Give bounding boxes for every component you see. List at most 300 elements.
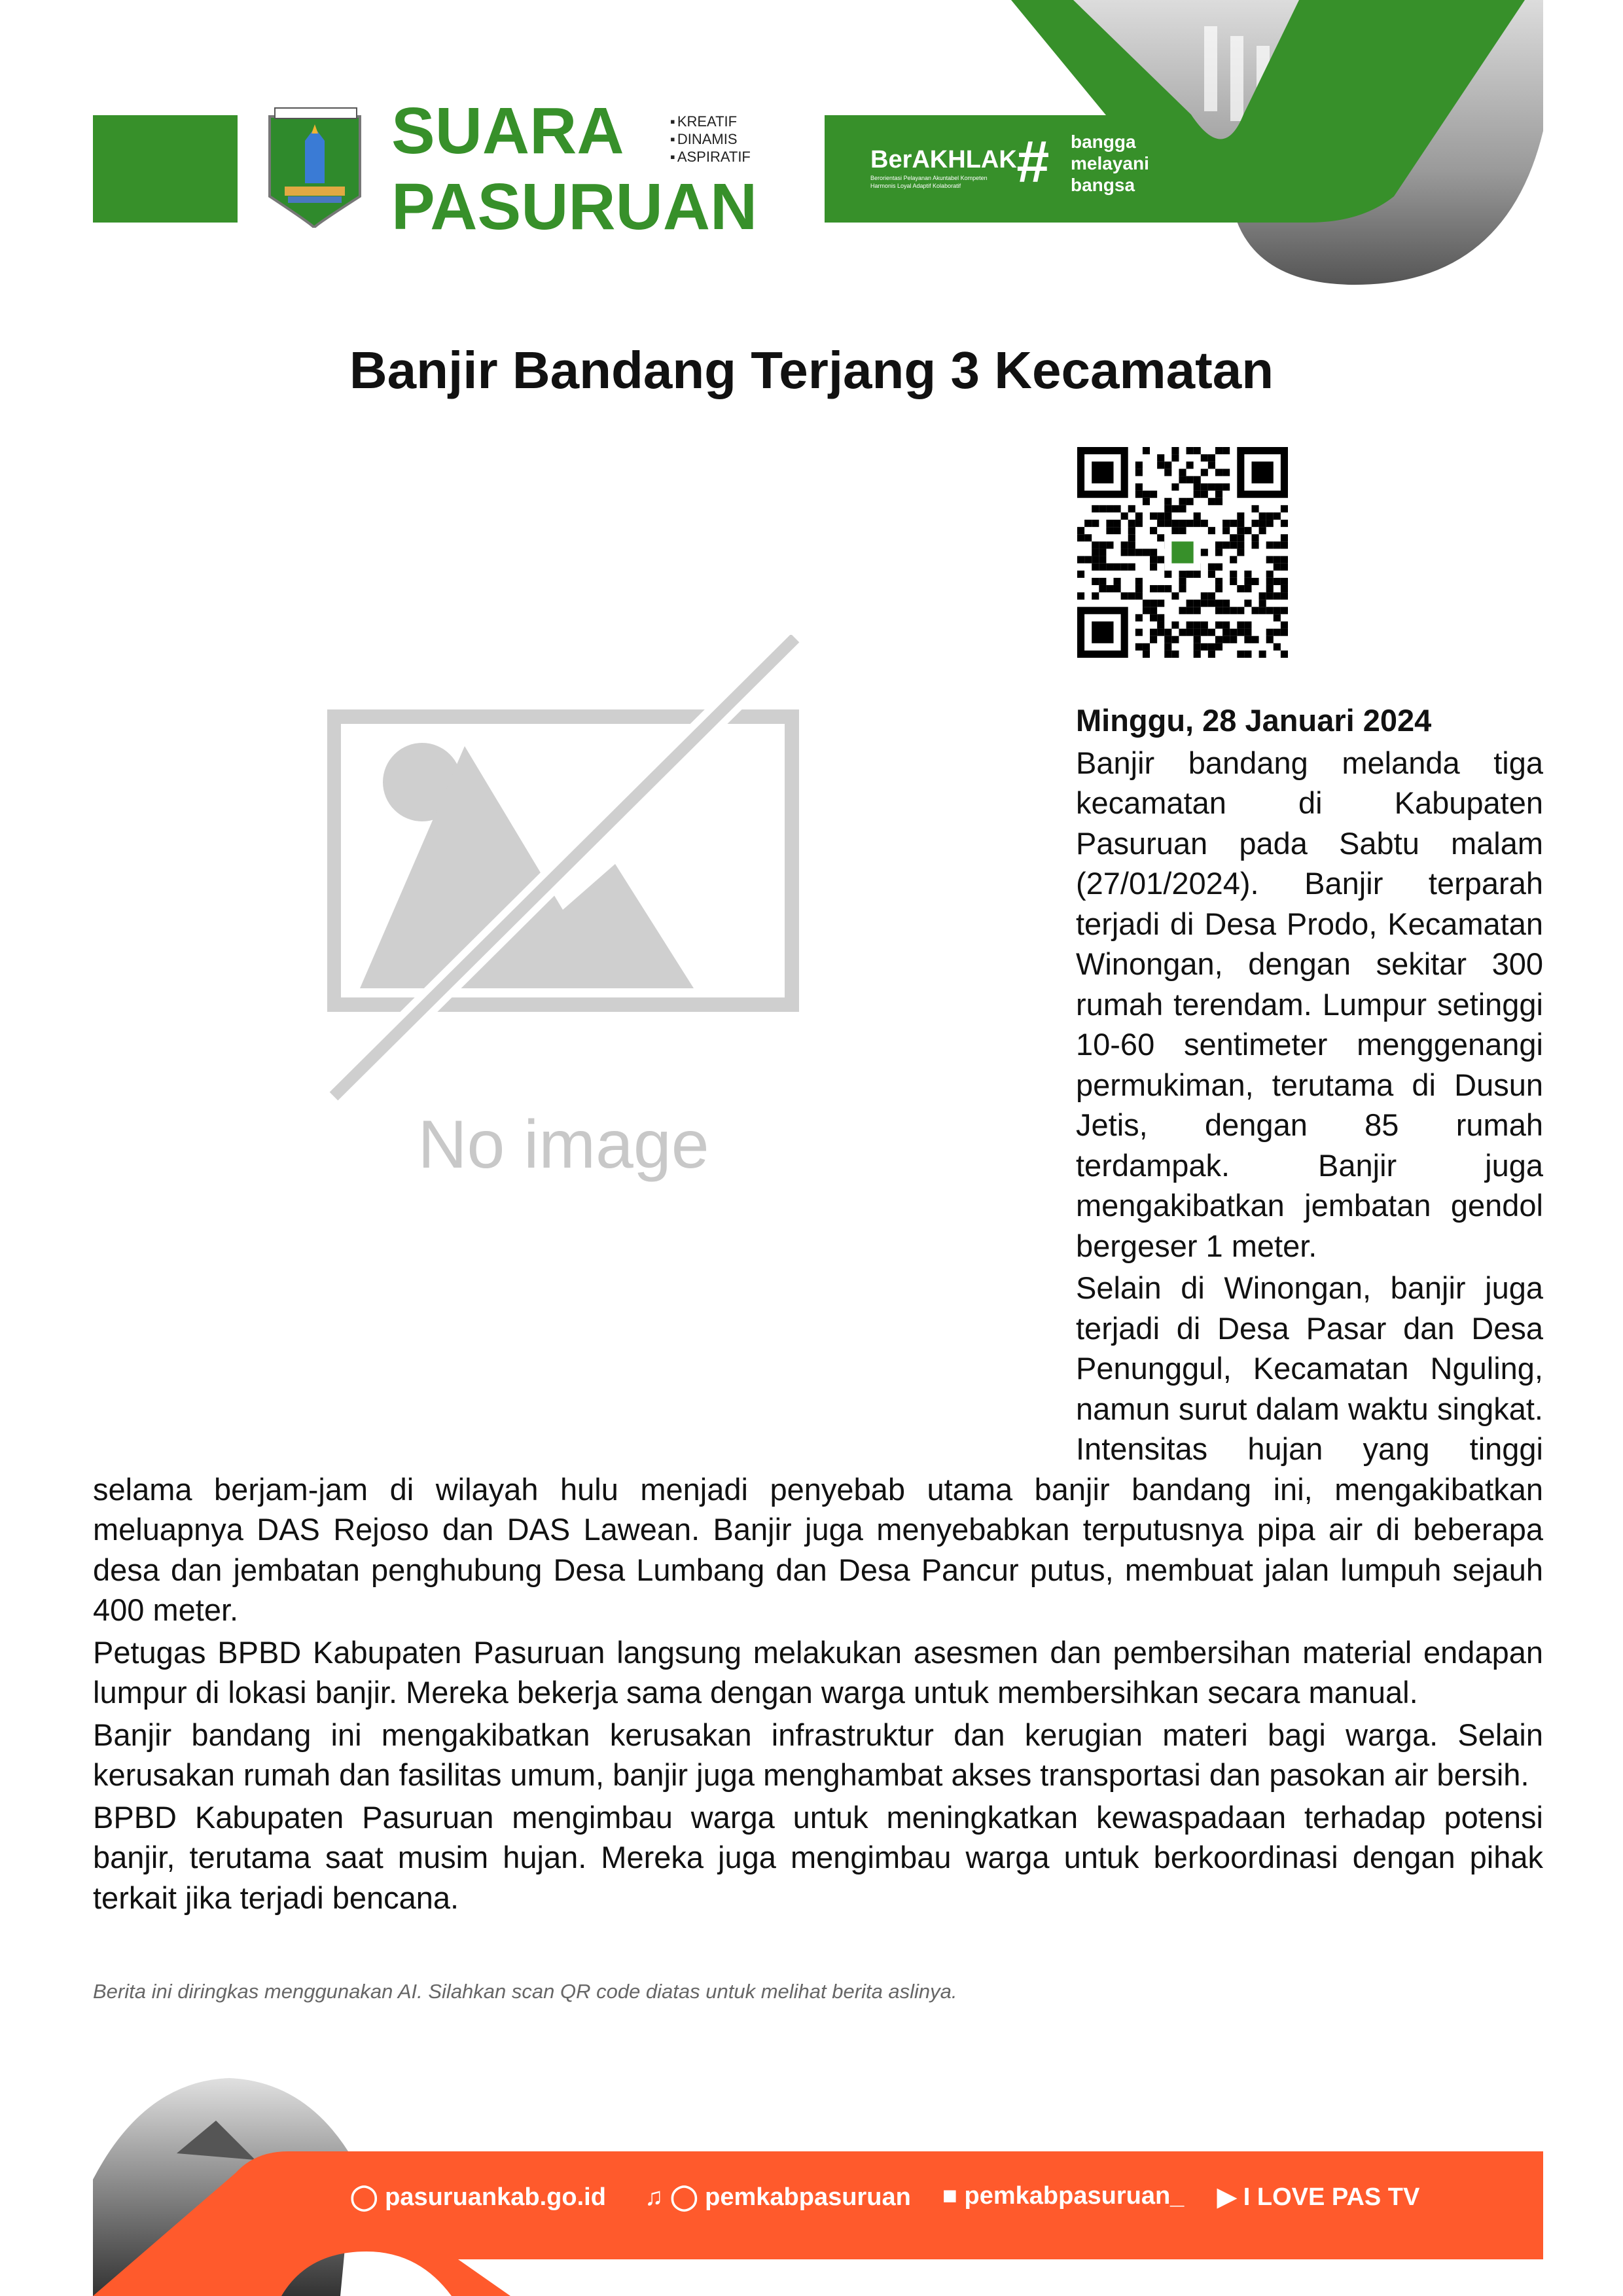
qr-module xyxy=(1186,447,1194,454)
qr-module xyxy=(1164,571,1171,578)
qr-module xyxy=(1222,600,1230,607)
qr-module xyxy=(1077,534,1084,541)
qr-module xyxy=(1222,621,1230,628)
qr-module xyxy=(1114,585,1121,592)
qr-module xyxy=(1215,564,1222,571)
qr-module xyxy=(1281,607,1288,614)
qr-module xyxy=(1077,571,1084,578)
qr-module xyxy=(1266,520,1274,527)
qr-module xyxy=(1201,484,1208,491)
qr-module xyxy=(1121,592,1128,600)
emblem-icon xyxy=(270,108,360,228)
qr-module xyxy=(1266,629,1274,636)
qr-module xyxy=(1114,520,1121,527)
qr-module xyxy=(1222,607,1230,614)
qr-module xyxy=(1281,505,1288,512)
qr-module xyxy=(1244,629,1251,636)
qr-module xyxy=(1164,520,1171,527)
website-link[interactable]: pasuruankab.go.id xyxy=(385,2183,606,2211)
qr-module xyxy=(1179,629,1186,636)
qr-module xyxy=(1244,527,1251,534)
qr-module xyxy=(1281,629,1288,636)
qr-module xyxy=(1244,600,1251,607)
qr-module xyxy=(1237,585,1244,592)
qr-module xyxy=(1143,498,1150,505)
qr-module xyxy=(1135,592,1143,600)
qr-module xyxy=(1208,564,1215,571)
qr-module xyxy=(1194,607,1201,614)
qr-module xyxy=(1230,556,1237,564)
berakhlak-text: BerAKHLAK xyxy=(870,146,1017,173)
qr-module xyxy=(1274,578,1281,585)
article-title: Banjir Bandang Terjang 3 Kecamatan xyxy=(349,341,1274,399)
qr-module xyxy=(1208,571,1215,578)
qr-module xyxy=(1201,469,1208,476)
qr-module xyxy=(1121,541,1128,548)
qr-finder xyxy=(1092,621,1113,643)
qr-module xyxy=(1106,505,1113,512)
qr-module xyxy=(1208,600,1215,607)
qr-module xyxy=(1194,600,1201,607)
qr-module xyxy=(1266,512,1274,520)
qr-module xyxy=(1092,592,1099,600)
qr-module xyxy=(1266,607,1274,614)
qr-module xyxy=(1164,629,1171,636)
qr-module xyxy=(1179,578,1186,585)
qr-module xyxy=(1266,578,1274,585)
qr-module xyxy=(1179,585,1186,592)
qr-module xyxy=(1259,651,1266,658)
qr-module xyxy=(1215,484,1222,491)
qr-module xyxy=(1143,447,1150,454)
qr-module xyxy=(1106,527,1113,534)
qr-module xyxy=(1179,505,1186,512)
qr-module xyxy=(1237,548,1244,556)
qr-module xyxy=(1114,578,1121,585)
qr-module xyxy=(1077,592,1084,600)
qr-module xyxy=(1150,614,1157,621)
qr-module xyxy=(1274,564,1281,571)
hashtag-icon: # xyxy=(1016,130,1049,195)
qr-module xyxy=(1201,592,1208,600)
qr-module xyxy=(1244,571,1251,578)
qr-module xyxy=(1171,592,1179,600)
qr-module xyxy=(1157,629,1164,636)
qr-module xyxy=(1157,454,1164,461)
qr-module xyxy=(1274,629,1281,636)
qr-module xyxy=(1135,585,1143,592)
qr-module xyxy=(1171,621,1179,628)
qr-module xyxy=(1135,484,1143,491)
qr-module xyxy=(1251,520,1258,527)
qr-module xyxy=(1215,607,1222,614)
qr-module xyxy=(1194,476,1201,483)
qr-module xyxy=(1201,629,1208,636)
qr-module xyxy=(1201,621,1208,628)
qr-module xyxy=(1179,498,1186,505)
qr-module xyxy=(1237,541,1244,548)
qr-finder xyxy=(1092,461,1113,483)
qr-module xyxy=(1215,491,1222,498)
article-date: Minggu, 28 Januari 2024 xyxy=(1076,703,1432,738)
qr-module xyxy=(1237,527,1244,534)
qr-module xyxy=(1251,607,1258,614)
qr-module xyxy=(1121,512,1128,520)
qr-module xyxy=(1259,600,1266,607)
qr-module xyxy=(1244,578,1251,585)
qr-module xyxy=(1084,534,1092,541)
footer-social-twitter xyxy=(942,2182,1184,2210)
qr-module xyxy=(1281,651,1288,658)
qr-module xyxy=(1222,527,1230,534)
qr-module xyxy=(1215,643,1222,651)
qr-module xyxy=(1281,556,1288,564)
qr-module xyxy=(1274,607,1281,614)
qr-module xyxy=(1099,548,1106,556)
qr-module xyxy=(1244,585,1251,592)
qr-module xyxy=(1281,541,1288,548)
qr-module xyxy=(1281,621,1288,628)
qr-module xyxy=(1171,447,1179,454)
qr-module xyxy=(1222,541,1230,548)
qr-module xyxy=(1164,651,1171,658)
tagline: ▪ KREATIF xyxy=(670,113,751,130)
qr-module xyxy=(1237,607,1244,614)
qr-module xyxy=(1251,534,1258,541)
qr-module xyxy=(1230,571,1237,578)
qr-module xyxy=(1179,476,1186,483)
qr-module xyxy=(1208,592,1215,600)
paragraph: BPBD Kabupaten Pasuruan mengimbau warga untuk meningkatkan kewaspadaan terhadap potensi banjir, terutama saat musim hujan. Mereka juga mengimbau warga untuk berkoordinasi dengan pihak terkait jika terjadi bencana. xyxy=(93,1799,1543,1915)
qr-module xyxy=(1179,571,1186,578)
qr-module xyxy=(1077,556,1084,564)
paragraph: Petugas BPBD Kabupaten Pasuruan langsung melakukan asesmen dan pembersihan material endapan lumpur di lokasi banjir. Mereka bekerja sama dengan warga untuk membersihkan secara manual. xyxy=(93,1634,1543,1710)
qr-module xyxy=(1164,505,1171,512)
qr-module xyxy=(1251,541,1258,548)
qr-module xyxy=(1143,643,1150,651)
hashtag-logo xyxy=(1071,131,1149,196)
qr-module xyxy=(1179,469,1186,476)
qr-module xyxy=(1135,491,1143,498)
qr-module xyxy=(1215,548,1222,556)
header-green-block xyxy=(93,115,238,223)
qr-module xyxy=(1208,651,1215,658)
twitter-link[interactable]: pemkabpasuruan_ xyxy=(964,2182,1185,2210)
qr-finder xyxy=(1171,541,1193,563)
qr-module xyxy=(1150,585,1157,592)
qr-module xyxy=(1222,629,1230,636)
hashtag-word: bangsa xyxy=(1071,175,1135,195)
qr-module xyxy=(1164,461,1171,469)
qr-module xyxy=(1128,527,1135,534)
qr-finder xyxy=(1251,461,1273,483)
hashtag-word: bangga xyxy=(1071,132,1136,152)
qr-module xyxy=(1208,629,1215,636)
qr-module xyxy=(1150,629,1157,636)
qr-module xyxy=(1171,527,1179,534)
qr-module xyxy=(1266,585,1274,592)
qr-module xyxy=(1150,548,1157,556)
qr-module xyxy=(1266,571,1274,578)
qr-module xyxy=(1150,491,1157,498)
qr-module xyxy=(1281,534,1288,541)
qr-module xyxy=(1259,527,1266,534)
qr-module xyxy=(1186,520,1194,527)
qr-module xyxy=(1215,621,1222,628)
qr-module xyxy=(1251,578,1258,585)
qr-module xyxy=(1092,520,1099,527)
qr-module xyxy=(1143,607,1150,614)
qr-module xyxy=(1171,520,1179,527)
qr-module xyxy=(1135,520,1143,527)
qr-module xyxy=(1201,454,1208,461)
tagline: ▪ DINAMIS xyxy=(670,130,751,148)
qr-module xyxy=(1230,534,1237,541)
qr-module xyxy=(1259,520,1266,527)
qr-module xyxy=(1215,541,1222,548)
qr-module xyxy=(1150,556,1157,564)
header-graphic xyxy=(0,0,1623,301)
qr-module xyxy=(1114,564,1121,571)
qr-module xyxy=(1092,564,1099,571)
qr-module xyxy=(1135,548,1143,556)
qr-module xyxy=(1157,461,1164,469)
qr-module xyxy=(1092,556,1099,564)
qr-module xyxy=(1128,520,1135,527)
no-image-label: No image xyxy=(418,1107,709,1183)
qr-module xyxy=(1157,621,1164,628)
instagram-icon: ◯ xyxy=(670,2183,698,2211)
qr-module xyxy=(1150,636,1157,643)
qr-module xyxy=(1237,621,1244,628)
qr-module xyxy=(1106,564,1113,571)
qr-module xyxy=(1237,520,1244,527)
qr-module xyxy=(1194,484,1201,491)
qr-module xyxy=(1099,541,1106,548)
qr-module xyxy=(1084,556,1092,564)
qr-module xyxy=(1150,600,1157,607)
tiktok-icon: ♫ xyxy=(645,2183,664,2211)
qr-module xyxy=(1092,505,1099,512)
qr-module xyxy=(1164,469,1171,476)
qr-module xyxy=(1179,607,1186,614)
qr-module xyxy=(1164,498,1171,505)
qr-module xyxy=(1230,607,1237,614)
youtube-icon: ▶ xyxy=(1217,2183,1237,2211)
twitter-icon: ■ xyxy=(942,2182,957,2210)
qr-module xyxy=(1237,512,1244,520)
qr-module xyxy=(1099,585,1106,592)
qr-module xyxy=(1150,527,1157,534)
qr-module xyxy=(1230,520,1237,527)
qr-module xyxy=(1171,505,1179,512)
qr-module xyxy=(1194,520,1201,527)
qr-module xyxy=(1274,643,1281,651)
qr-module xyxy=(1251,505,1258,512)
qr-module xyxy=(1222,469,1230,476)
qr-module xyxy=(1266,556,1274,564)
qr-module xyxy=(1274,541,1281,548)
globe-icon: ◯ xyxy=(350,2183,378,2211)
qr-module xyxy=(1186,476,1194,483)
qr-module xyxy=(1157,585,1164,592)
qr-module xyxy=(1244,636,1251,643)
qr-module xyxy=(1222,484,1230,491)
article-body xyxy=(93,700,1543,1920)
qr-module xyxy=(1135,461,1143,469)
qr-module xyxy=(1150,607,1157,614)
paragraph: Banjir bandang melanda tiga kecamatan di Kabupaten Pasuruan pada Sabtu malam (27/01/2024). Banjir terparah terjadi di Desa Prodo, Kecamatan Winongan, dengan sekitar 300 rumah terendam. Lumpur setinggi 10-60 sentimeter menggenangi permukiman, terutama di Dusun Jetis, dengan 85 rumah terdampak. Banjir juga mengakibatkan jembatan gendol bergeser 1 meter. xyxy=(1076,745,1543,1263)
qr-module xyxy=(1099,564,1106,571)
qr-module xyxy=(1099,556,1106,564)
qr-module xyxy=(1164,636,1171,643)
qr-module xyxy=(1266,636,1274,643)
qr-module xyxy=(1194,621,1201,628)
qr-module xyxy=(1244,621,1251,628)
hashtag-word: melayani xyxy=(1071,153,1149,173)
qr-module xyxy=(1106,520,1113,527)
qr-module xyxy=(1194,636,1201,643)
qr-module xyxy=(1164,585,1171,592)
qr-module xyxy=(1194,571,1201,578)
qr-module xyxy=(1179,520,1186,527)
qr-module xyxy=(1135,578,1143,585)
qr-module xyxy=(1274,592,1281,600)
qr-module xyxy=(1208,643,1215,651)
qr-module xyxy=(1215,585,1222,592)
qr-module xyxy=(1135,614,1143,621)
brand-line-2: PASURUAN xyxy=(391,170,758,243)
qr-module xyxy=(1281,520,1288,527)
qr-module xyxy=(1143,548,1150,556)
qr-module xyxy=(1171,651,1179,658)
qr-module xyxy=(1194,651,1201,658)
footer-graphic xyxy=(0,2062,1623,2296)
qr-module xyxy=(1215,600,1222,607)
qr-module xyxy=(1222,520,1230,527)
image-area-spacer xyxy=(93,700,1076,1441)
youtube-link[interactable]: I LOVE PAS TV xyxy=(1243,2183,1420,2211)
qr-module xyxy=(1251,636,1258,643)
qr-module xyxy=(1230,629,1237,636)
qr-module xyxy=(1121,564,1128,571)
footer-social-instagram xyxy=(645,2182,911,2212)
qr-module xyxy=(1128,548,1135,556)
qr-module xyxy=(1128,534,1135,541)
qr-module xyxy=(1171,636,1179,643)
qr-module xyxy=(1099,505,1106,512)
qr-module xyxy=(1157,512,1164,520)
qr-module xyxy=(1077,527,1084,534)
qr-module xyxy=(1135,643,1143,651)
qr-module xyxy=(1128,564,1135,571)
qr-module xyxy=(1208,498,1215,505)
qr-module xyxy=(1201,600,1208,607)
qr-module xyxy=(1237,651,1244,658)
qr-module xyxy=(1114,527,1121,534)
qr-module xyxy=(1143,651,1150,658)
qr-module xyxy=(1201,491,1208,498)
berakhlak-subtitle: Berorientasi Pelayanan Akuntabel Kompeten Harmonis Loyal Adaptif Kolaboratif xyxy=(870,175,988,189)
qr-module xyxy=(1092,578,1099,585)
qr-module xyxy=(1157,600,1164,607)
qr-module xyxy=(1208,484,1215,491)
qr-module xyxy=(1222,636,1230,643)
qr-module xyxy=(1157,534,1164,541)
qr-module xyxy=(1135,512,1143,520)
qr-module xyxy=(1244,651,1251,658)
qr-module xyxy=(1274,512,1281,520)
qr-module xyxy=(1208,454,1215,461)
qr-module xyxy=(1179,527,1186,534)
qr-module xyxy=(1106,585,1113,592)
qr-module xyxy=(1194,629,1201,636)
qr-module xyxy=(1194,491,1201,498)
qr-module xyxy=(1150,564,1157,571)
qr-module xyxy=(1281,578,1288,585)
qr-module xyxy=(1281,585,1288,592)
qr-module xyxy=(1143,600,1150,607)
qr-module xyxy=(1266,541,1274,548)
qr-module xyxy=(1215,498,1222,505)
qr-module xyxy=(1099,578,1106,585)
qr-module xyxy=(1106,541,1113,548)
qr-module xyxy=(1230,541,1237,548)
footer-links xyxy=(350,2182,606,2212)
qr-module xyxy=(1171,484,1179,491)
qr-module xyxy=(1201,643,1208,651)
qr-module xyxy=(1274,614,1281,621)
qr-module xyxy=(1084,520,1092,527)
qr-module xyxy=(1157,520,1164,527)
qr-code-icon[interactable] xyxy=(1077,447,1288,658)
footer-social-youtube xyxy=(1217,2182,1419,2212)
qr-module xyxy=(1259,607,1266,614)
qr-module xyxy=(1092,541,1099,548)
qr-module xyxy=(1215,636,1222,643)
qr-module xyxy=(1194,643,1201,651)
qr-module xyxy=(1092,548,1099,556)
qr-module xyxy=(1128,541,1135,548)
ai-disclaimer: Berita ini diringkas menggunakan AI. Silahkan scan QR code diatas untuk melihat berita aslinya. xyxy=(93,1980,957,2003)
paragraph: Banjir bandang ini mengakibatkan kerusakan infrastruktur dan kerugian materi bagi warga. Selain kerusakan rumah dan fasilitas umum, banjir juga menghambat akses transportasi dan pasokan air bersih. xyxy=(93,1717,1543,1792)
qr-module xyxy=(1157,556,1164,564)
qr-module xyxy=(1128,592,1135,600)
qr-module xyxy=(1222,447,1230,454)
qr-module xyxy=(1259,512,1266,520)
paragraph: Selain di Winongan, banjir juga terjadi di Desa Pasar dan Desa Penunggul, Kecamatan Nguling, namun surut dalam waktu singkat. Intensitas hujan yang tinggi selama berjam-jam di wilayah hulu menjadi penyebab utama banjir bandang ini, mengakibatkan meluapnya DAS Rejoso dan DAS Lawean. Banjir juga menyebabkan terputusnya pipa air di beberapa desa dan jembatan penghubung Desa Lumbang dan Desa Pancur putus, membuat jalan lumpuh sejauh 400 meter. xyxy=(93,1270,1543,1627)
qr-module xyxy=(1237,534,1244,541)
qr-module xyxy=(1194,512,1201,520)
instagram-link[interactable]: pemkabpasuruan xyxy=(705,2183,911,2211)
qr-module xyxy=(1201,548,1208,556)
qr-module xyxy=(1135,469,1143,476)
qr-module xyxy=(1230,578,1237,585)
qr-module xyxy=(1259,592,1266,600)
qr-module xyxy=(1230,636,1237,643)
qr-module xyxy=(1121,548,1128,556)
qr-module xyxy=(1150,512,1157,520)
qr-module xyxy=(1135,629,1143,636)
qr-module xyxy=(1215,447,1222,454)
qr-module xyxy=(1114,505,1121,512)
berakhlak-logo xyxy=(870,145,1017,190)
qr-module xyxy=(1164,643,1171,651)
qr-module xyxy=(1194,447,1201,454)
qr-module xyxy=(1208,527,1215,534)
qr-module xyxy=(1186,600,1194,607)
qr-module xyxy=(1186,461,1194,469)
